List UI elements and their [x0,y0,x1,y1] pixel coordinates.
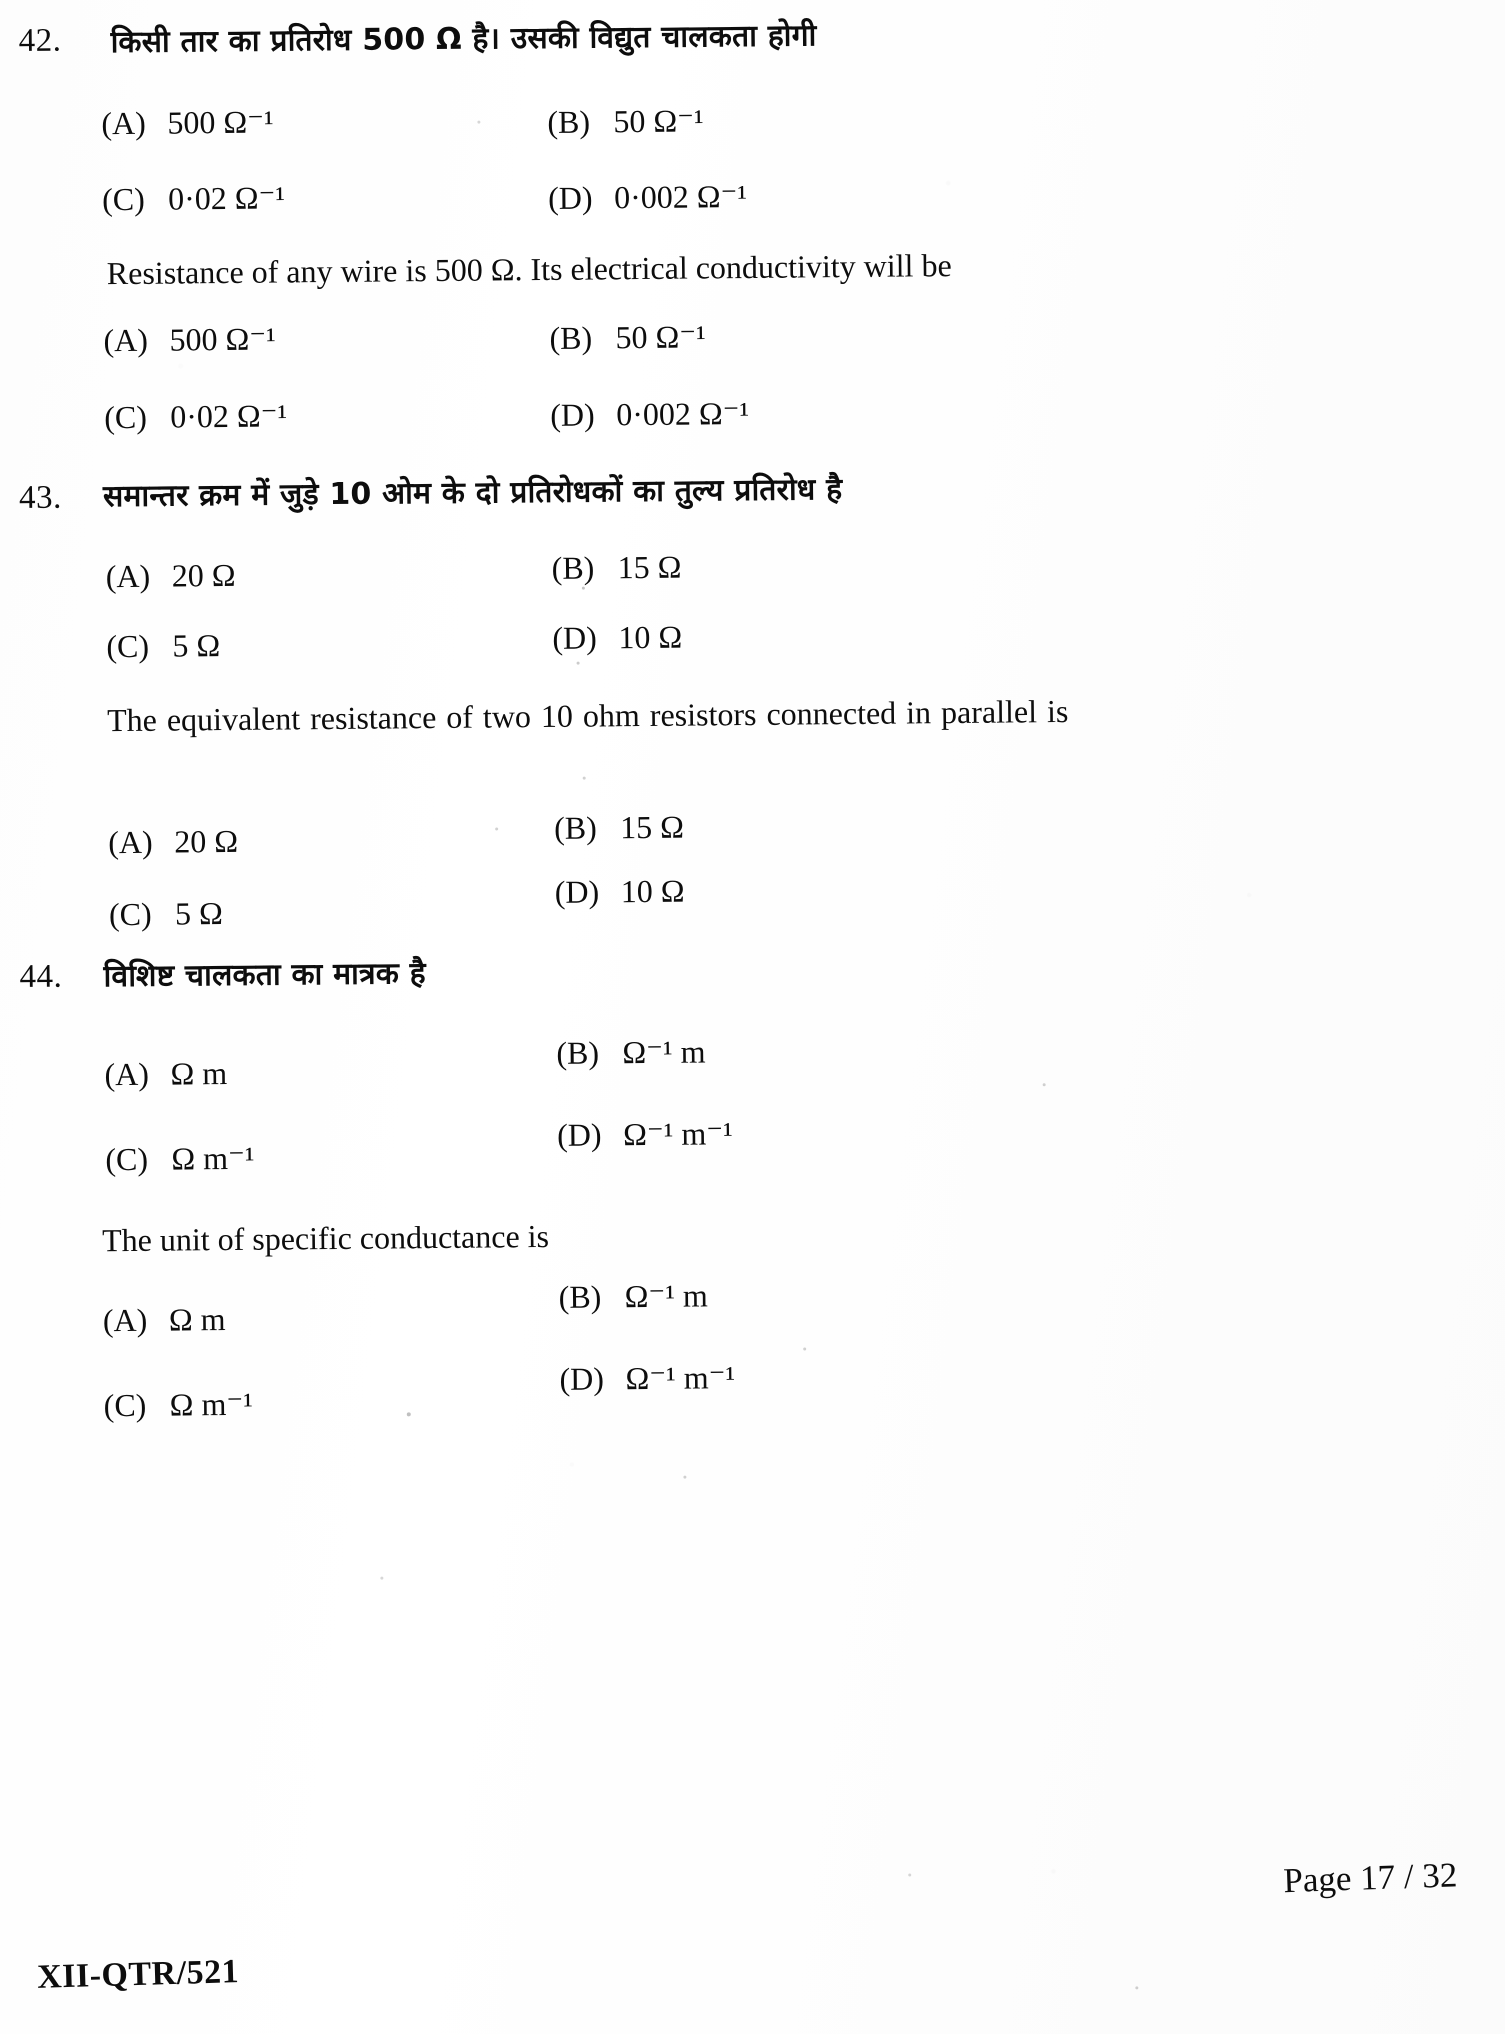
scan-speck [1043,1083,1046,1086]
option-tag: (C) [104,398,148,436]
option-tag: (D) [547,179,593,216]
option-tag: (D) [552,619,597,656]
option-tag: (A) [104,1055,150,1093]
option-value: 50 Ω⁻¹ [615,318,706,356]
question-44-english-text: The unit of specific conductance is [101,1217,550,1259]
option-value: 500 Ω⁻¹ [167,103,274,141]
option-value: Ω m [168,1301,226,1338]
option-tag: (C) [105,1140,149,1178]
paper-code-footer: XII-QTR/521 [36,1953,240,1996]
option-tag: (B) [551,549,595,586]
question-43-english-option-a[interactable] [108,823,238,861]
question-44-hindi-option-c[interactable] [105,1139,255,1178]
option-value: Ω⁻¹ m [622,1033,706,1071]
scan-speck [908,1874,911,1877]
option-value: Ω⁻¹ m⁻¹ [622,1115,733,1153]
option-value: 20 Ω [171,556,236,594]
option-value: Ω⁻¹ m [624,1277,708,1315]
scan-speck [495,827,498,830]
scan-speck [582,587,585,590]
question-43-english-option-c[interactable] [109,895,223,933]
scan-speck [407,1412,411,1416]
question-43-hindi-option-d[interactable] [552,619,682,657]
question-43-hindi-option-b[interactable] [552,549,682,587]
option-value: 5 Ω [172,627,221,664]
option-tag: (D) [556,1116,602,1153]
question-42-english-text: Resistance of any wire is 500 Ω. Its electrical conductivity will be [106,247,952,292]
option-tag: (B) [556,1034,600,1071]
option-value: Ω⁻¹ m⁻¹ [625,1359,736,1397]
question-44-hindi-option-a[interactable] [104,1055,227,1093]
scan-speck [577,662,580,665]
option-tag: (C) [108,895,152,933]
question-44-hindi-text: विशिष्ट चालकता का मात्रक है [103,956,426,995]
option-value: 15 Ω [619,808,685,846]
option-value: Ω m⁻¹ [171,1139,255,1177]
option-tag: (A) [101,104,146,142]
question-43-english-text: The equivalent resistance of two 10 ohm resistors connected in parallel is [106,692,1069,739]
question-44-english-option-a[interactable] [103,1301,226,1339]
question-number-43: 43. [18,479,62,517]
option-value: 15 Ω [617,548,682,586]
scan-speck [380,1577,383,1580]
option-tag: (C) [103,1386,147,1424]
question-42-english-option-b[interactable] [549,317,706,356]
option-value: 0·002 Ω⁻¹ [613,178,748,216]
scan-speck [477,121,480,124]
question-44-hindi-option-d[interactable] [557,1114,733,1154]
option-value: 10 Ω [618,618,683,656]
question-42-english-option-d[interactable] [550,394,749,434]
question-42-english-option-c[interactable] [104,396,287,436]
option-tag: (D) [554,873,600,910]
option-tag: (C) [106,627,150,665]
question-42-hindi-option-a[interactable] [101,103,274,143]
question-43-hindi-option-a[interactable] [106,557,236,595]
question-43-english-option-d[interactable] [555,873,685,911]
question-44-english-option-b[interactable] [558,1276,708,1315]
question-number-42: 42. [18,22,62,59]
question-44-hindi-option-b[interactable] [556,1032,706,1071]
option-value: 0·02 Ω⁻¹ [167,179,286,217]
option-tag: (A) [102,1301,148,1339]
option-tag: (D) [550,396,595,433]
option-value: 10 Ω [620,872,685,910]
scan-speck [803,1348,806,1351]
option-tag: (A) [103,321,149,359]
question-number-44: 44. [19,958,63,996]
option-value: 20 Ω [174,822,239,860]
option-tag: (B) [554,809,598,846]
option-value: 500 Ω⁻¹ [169,320,276,358]
option-tag: (C) [101,180,145,218]
question-44-english-option-d[interactable] [559,1358,735,1398]
question-42-hindi-option-b[interactable] [547,101,704,140]
option-tag: (B) [558,1278,602,1315]
option-value: 50 Ω⁻¹ [613,102,704,140]
question-44-english-option-c[interactable] [104,1385,254,1424]
option-tag: (D) [559,1360,605,1397]
question-43-hindi-option-c[interactable] [106,627,220,665]
page-number-footer: Page 17 / 32 [1282,1855,1458,1901]
question-43-hindi-text: समान्तर क्रम में जुड़े 10 ओम के दो प्रतिरोधकों का तुल्य प्रतिरोध है [102,472,843,515]
option-value: 5 Ω [174,895,223,932]
question-43-english-option-b[interactable] [554,809,684,847]
scan-speck [583,777,586,780]
option-tag: (A) [105,557,151,595]
option-value: Ω m [170,1055,228,1092]
question-42-hindi-option-d[interactable] [548,177,747,217]
option-value: 0·02 Ω⁻¹ [170,397,288,435]
question-42-hindi-option-c[interactable] [102,178,285,218]
scan-speck [1135,1986,1138,1989]
option-tag: (B) [549,319,593,356]
scan-speck [683,1476,686,1479]
option-value: 0·002 Ω⁻¹ [616,395,750,433]
question-42-hindi-text: किसी तार का प्रतिरोध 500 Ω है। उसकी विद्युत चालकता होगी [110,18,817,61]
option-tag: (B) [547,103,591,140]
question-42-english-option-a[interactable] [103,320,276,360]
option-tag: (A) [108,823,153,861]
option-value: Ω m⁻¹ [169,1385,254,1423]
